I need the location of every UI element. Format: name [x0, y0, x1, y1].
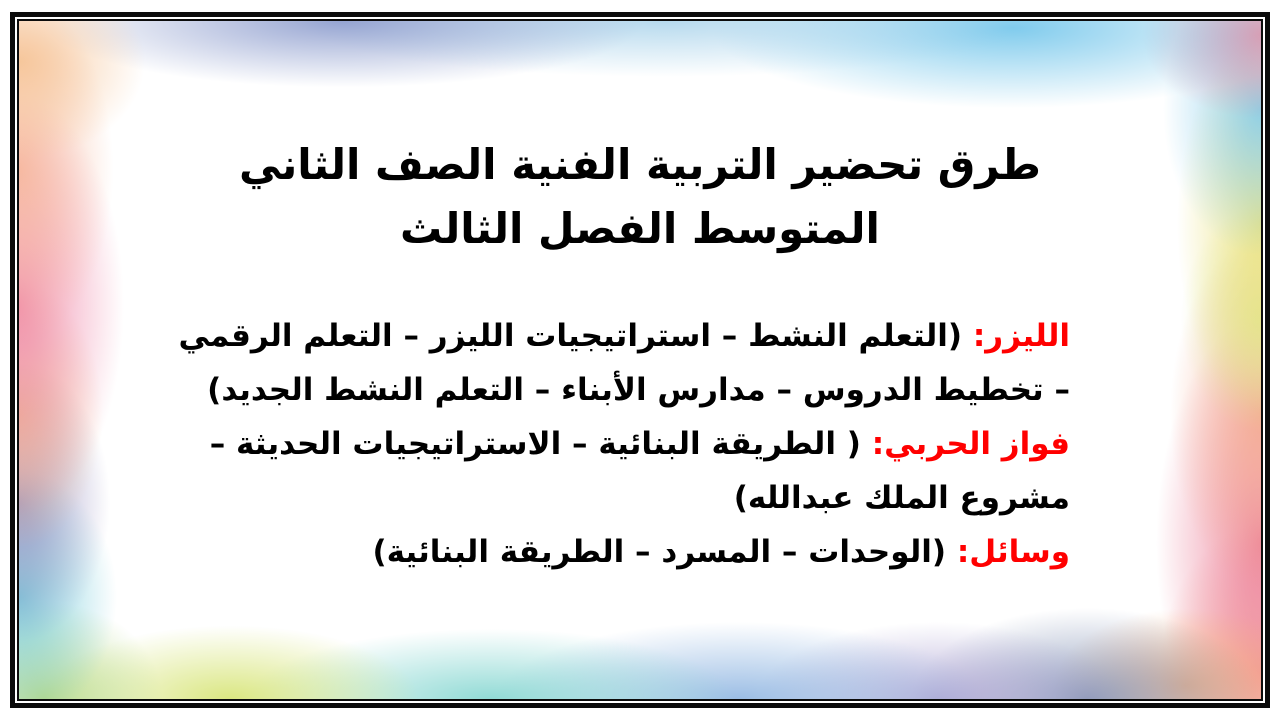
body-line [139, 471, 1070, 525]
slide-frame-inner [17, 19, 1263, 701]
term-label: فواز الحربي: [871, 426, 1070, 462]
term-definition: – تخطيط الدروس – مدارس الأبناء – التعلم النشط الجديد) [207, 372, 1070, 408]
term-definition: (الوحدات – المسرد – الطريقة البنائية) [372, 534, 947, 570]
slide-frame [10, 12, 1270, 708]
term-definition: ( الطريقة البنائية – الاستراتيجيات الحديثة – [209, 426, 861, 462]
term-label: الليزر: [972, 318, 1070, 354]
term-definition: مشروع الملك عبدالله) [733, 480, 1070, 516]
body-line [139, 417, 1070, 471]
body-line [139, 525, 1070, 579]
body-text [139, 309, 1070, 579]
term-label: وسائل: [956, 534, 1070, 570]
term-definition: (التعلم النشط – استراتيجيات الليزر – التعلم الرقمي [178, 318, 963, 354]
slide-title: طرق تحضير التربية الفنية الصف الثاني المتوسط الفصل الثالث [239, 140, 1041, 253]
body-line [139, 309, 1070, 363]
body-line [139, 363, 1070, 417]
